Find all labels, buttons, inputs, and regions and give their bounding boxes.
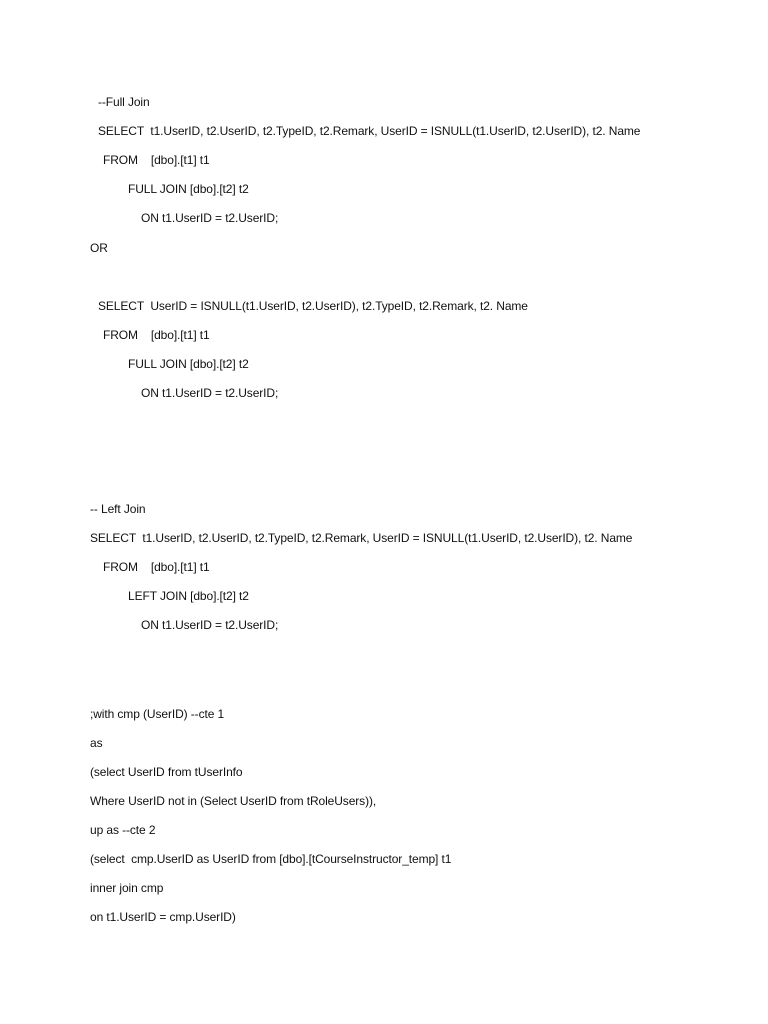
from-line: FROM [dbo].[t1] t1 — [103, 560, 210, 574]
on-line: ON t1.UserID = t2.UserID; — [141, 386, 279, 400]
from-line: FROM [dbo].[t1] t1 — [103, 153, 210, 167]
full-join-line: FULL JOIN [dbo].[t2] t2 — [128, 357, 249, 371]
full-join-line: FULL JOIN [dbo].[t2] t2 — [128, 182, 249, 196]
select-line: SELECT UserID = ISNULL(t1.UserID, t2.UserID), t2.TypeID, t2.Remark, t2. Name — [98, 299, 528, 313]
on-line: ON t1.UserID = t2.UserID; — [141, 211, 279, 225]
on-line: ON t1.UserID = t2.UserID; — [141, 618, 279, 632]
left-join-line: LEFT JOIN [dbo].[t2] t2 — [128, 589, 249, 603]
cte-line: on t1.UserID = cmp.UserID) — [90, 910, 236, 924]
cte-line: (select UserID from tUserInfo — [90, 765, 243, 779]
cte-line: inner join cmp — [90, 881, 164, 895]
cte-line: up as --cte 2 — [90, 823, 156, 837]
comment-left-join: -- Left Join — [90, 502, 146, 516]
comment-full-join: --Full Join — [98, 95, 150, 109]
from-line: FROM [dbo].[t1] t1 — [103, 328, 210, 342]
cte-line: (select cmp.UserID as UserID from [dbo].[tCourseInstructor_temp] t1 — [90, 852, 452, 866]
cte-line: Where UserID not in (Select UserID from tRoleUsers)), — [90, 794, 377, 808]
select-line: SELECT t1.UserID, t2.UserID, t2.TypeID, t2.Remark, UserID = ISNULL(t1.UserID, t2.UserID), t2. Name — [90, 531, 633, 545]
cte-line: ;with cmp (UserID) --cte 1 — [90, 707, 225, 721]
cte-line: as — [90, 736, 103, 750]
select-line: SELECT t1.UserID, t2.UserID, t2.TypeID, t2.Remark, UserID = ISNULL(t1.UserID, t2.UserID), t2. Name — [98, 124, 641, 138]
or-separator: OR — [90, 241, 108, 255]
